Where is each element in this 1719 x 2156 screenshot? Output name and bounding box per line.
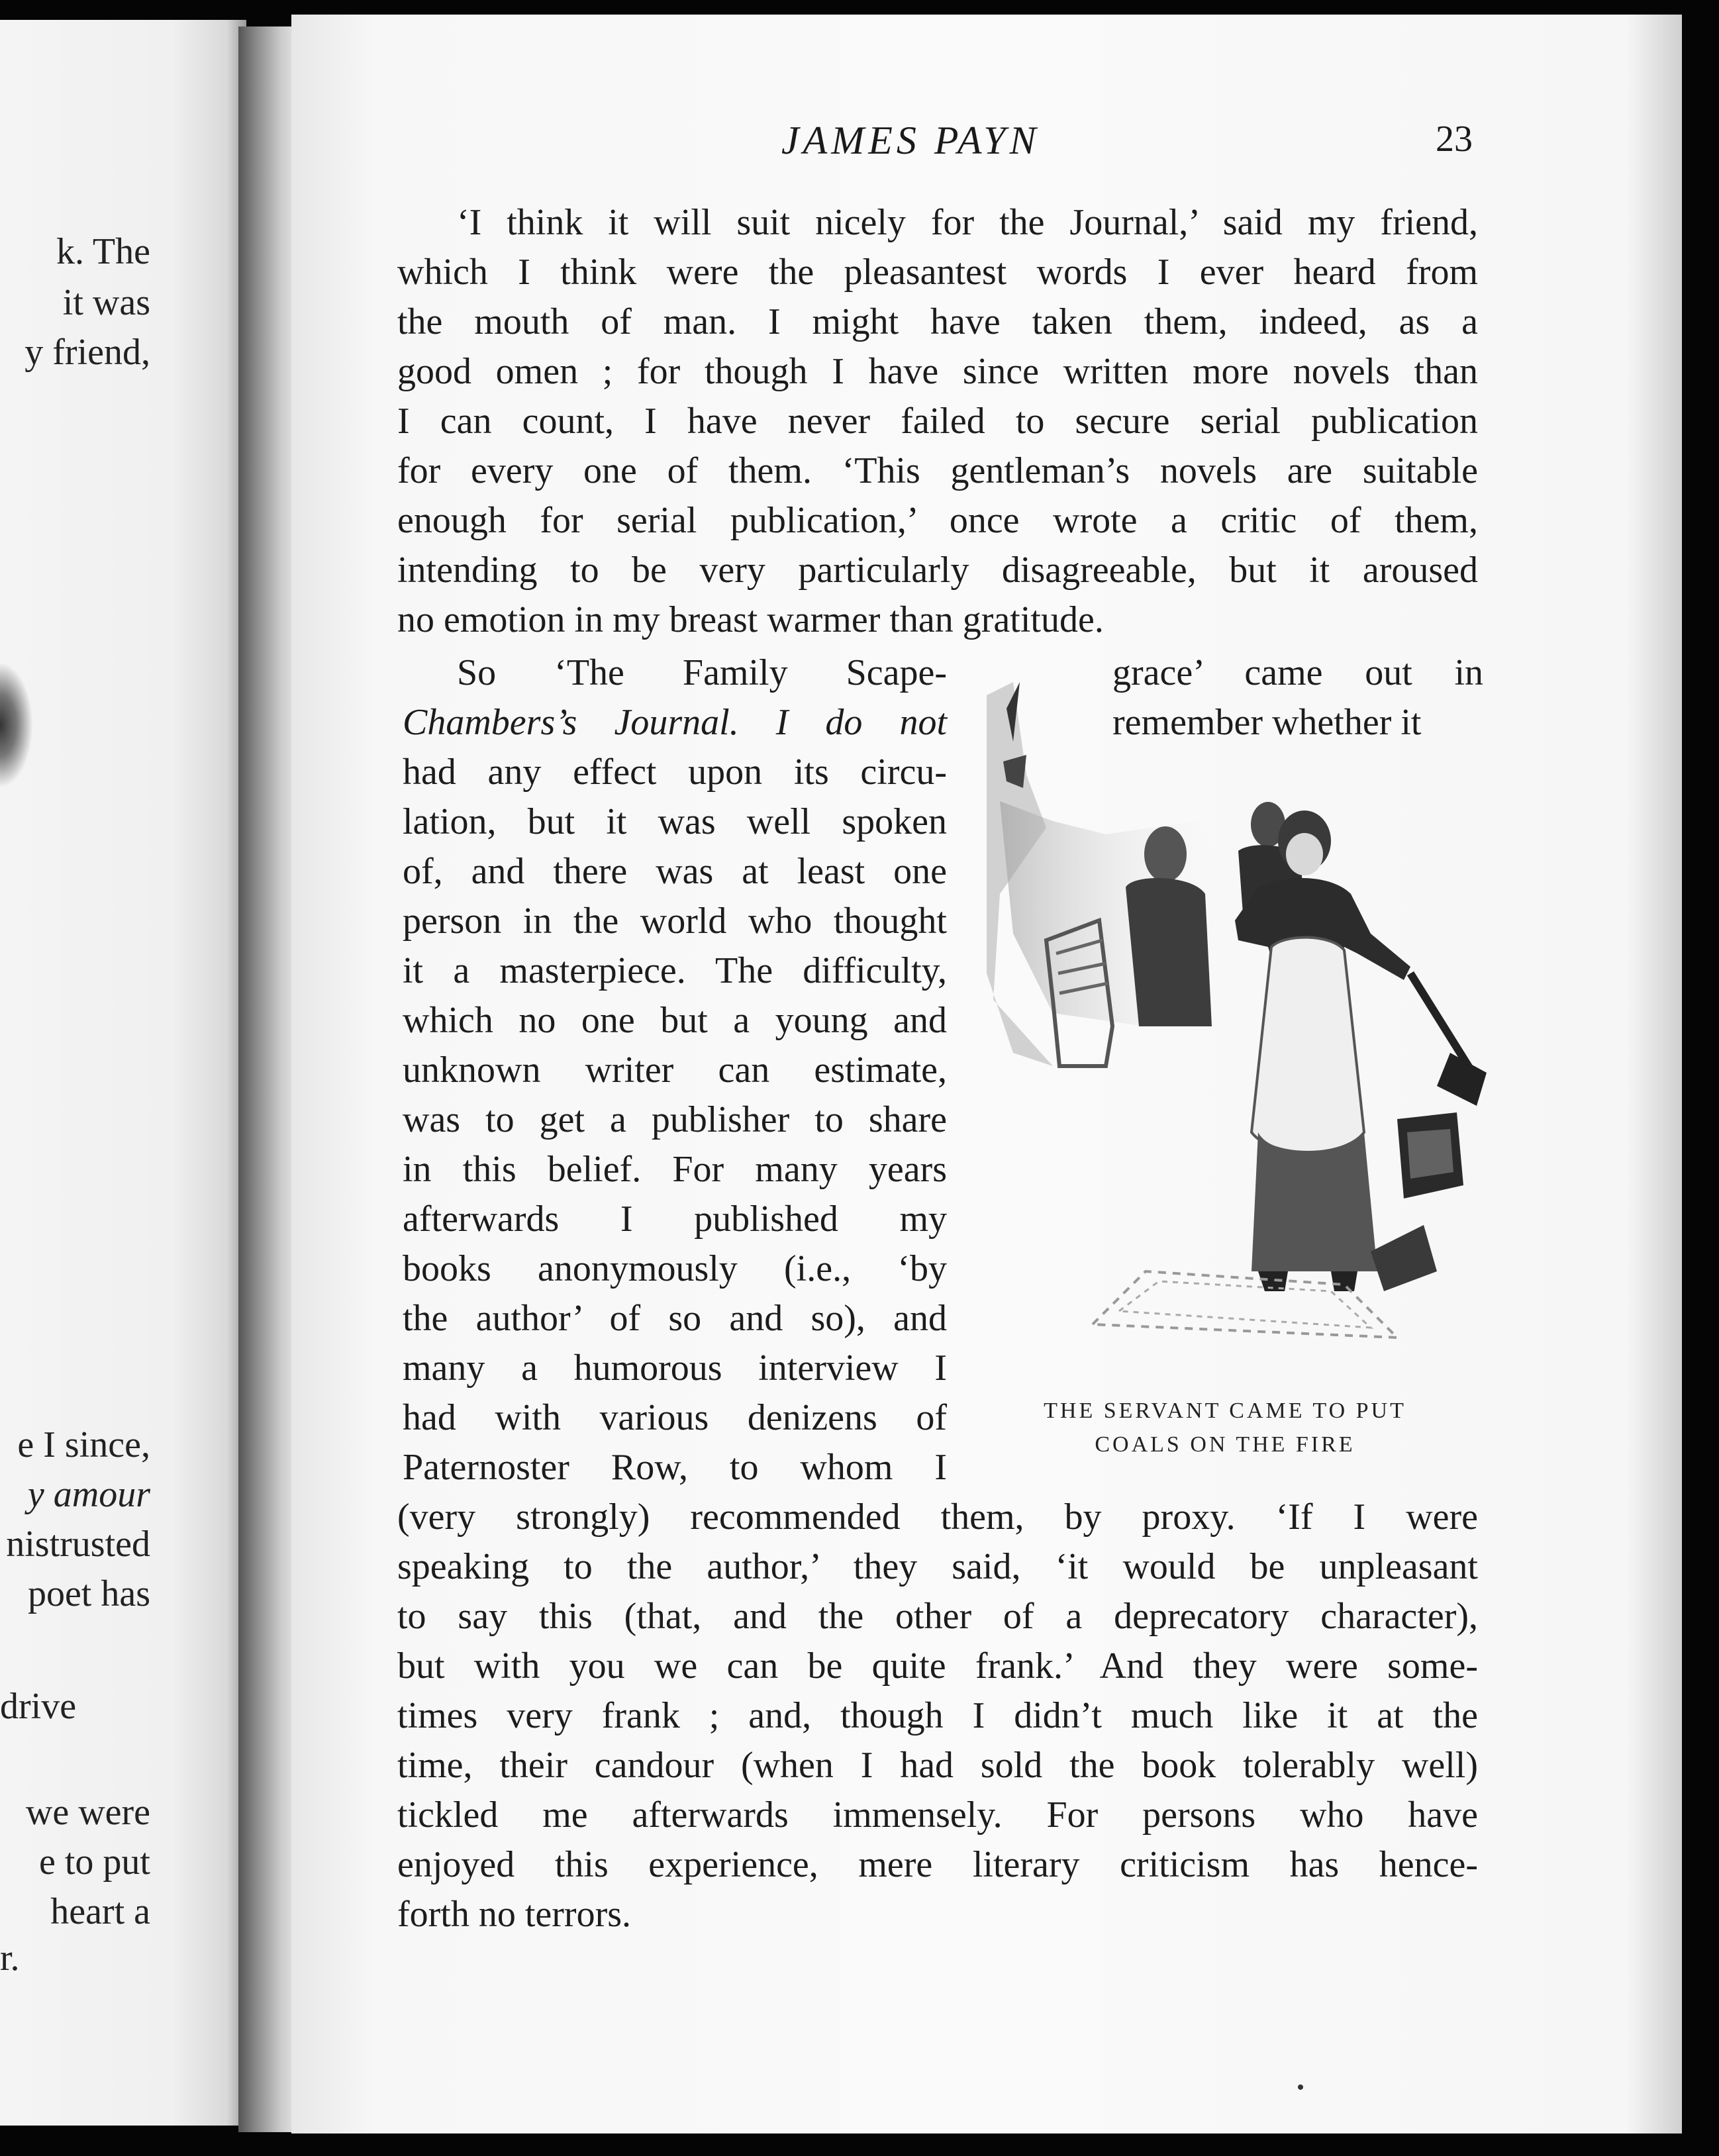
left-text-fragment: it was — [62, 282, 150, 323]
illustration-caption: COALS ON THE FIRE — [1095, 1432, 1355, 1457]
left-text-fragment: y amour — [27, 1474, 150, 1515]
left-text-fragment: poet has — [27, 1573, 150, 1614]
text-line: (very strongly) recommended them, by proxy. ‘If I were — [397, 1496, 1478, 1538]
text-line: I can count, I have never failed to secure serial publication — [397, 401, 1478, 442]
left-page — [0, 20, 246, 2126]
text-line: to say this (that, and the other of a deprecatory character), — [397, 1596, 1478, 1637]
left-text-fragment: r. — [0, 1937, 20, 1979]
text-line: times very frank ; and, though I didn’t much like it at the — [397, 1695, 1478, 1736]
left-text-fragment: y friend, — [25, 332, 150, 373]
book-gutter — [238, 26, 298, 2132]
text-line: enough for serial publication,’ once wrote a critic of them, — [397, 500, 1478, 541]
text-line: So ‘The Family Scape- — [457, 652, 947, 693]
text-line: was to get a publisher to share — [403, 1099, 947, 1140]
left-text-fragment: e to put — [39, 1841, 150, 1883]
running-title: JAMES PAYN — [781, 119, 1040, 162]
text-line: grace’ came out in — [1112, 652, 1483, 693]
text-line: the author’ of so and so), and — [403, 1298, 947, 1339]
text-line: in this belief. For many years — [403, 1149, 947, 1190]
text-line: many a humorous interview I — [403, 1348, 947, 1389]
text-line: for every one of them. ‘This gentleman’s novels are suitable — [397, 450, 1478, 491]
text-line: unknown writer can estimate, — [403, 1050, 947, 1091]
text-line: of, and there was at least one — [403, 851, 947, 892]
text-line: the mouth of man. I might have taken them, indeed, as a — [397, 301, 1478, 342]
text-line: lation, but it was well spoken — [403, 801, 947, 842]
text-line: it a masterpiece. The difficulty, — [403, 950, 947, 991]
text-line: afterwards I published my — [403, 1199, 947, 1240]
text-line: time, their candour (when I had sold the book tolerably well) — [397, 1745, 1478, 1786]
text-line: books anonymously (i.e., ‘by — [403, 1248, 947, 1289]
left-text-fragment: nistrusted — [6, 1524, 150, 1565]
text-line: tickled me afterwards immensely. For persons who have — [397, 1794, 1478, 1836]
page-number: 23 — [1436, 119, 1473, 160]
text-line: had with various denizens of — [403, 1397, 947, 1438]
text-line: no emotion in my breast warmer than gratitude. — [397, 599, 1104, 640]
servant-illustration — [973, 656, 1490, 1391]
text-line: but with you we can be quite frank.’ And they were some- — [397, 1645, 1478, 1687]
left-text-fragment: k. The — [56, 231, 150, 272]
left-text-fragment: e I since, — [17, 1424, 150, 1465]
text-line: Paternoster Row, to whom I — [403, 1447, 947, 1488]
illustration-caption: THE SERVANT CAME TO PUT — [1044, 1398, 1406, 1423]
text-line: intending to be very particularly disagreeable, but it aroused — [397, 550, 1478, 591]
text-line: which I think were the pleasantest words I ever heard from — [397, 252, 1478, 293]
text-line: enjoyed this experience, mere literary criticism has hence- — [397, 1844, 1478, 1885]
text-line: had any effect upon its circu- — [403, 752, 947, 793]
text-line: remember whether it — [1112, 702, 1422, 743]
text-line: person in the world who thought — [403, 901, 947, 942]
text-line: ‘I think it will suit nicely for the Journal,’ said my friend, — [457, 202, 1478, 243]
text-line: which no one but a young and — [403, 1000, 947, 1041]
text-line: good omen ; for though I have since written more novels than — [397, 351, 1478, 392]
text-line: Chambers’s Journal. I do not — [403, 702, 947, 743]
text-line: speaking to the author,’ they said, ‘it would be unpleasant — [397, 1546, 1478, 1587]
left-text-fragment: heart a — [50, 1891, 150, 1932]
left-page-illustration-edge — [0, 662, 33, 788]
text-line: forth no terrors. — [397, 1894, 632, 1935]
page-speck — [1298, 2084, 1303, 2090]
left-text-fragment: we were — [25, 1792, 150, 1833]
left-text-fragment: drive — [0, 1686, 77, 1727]
